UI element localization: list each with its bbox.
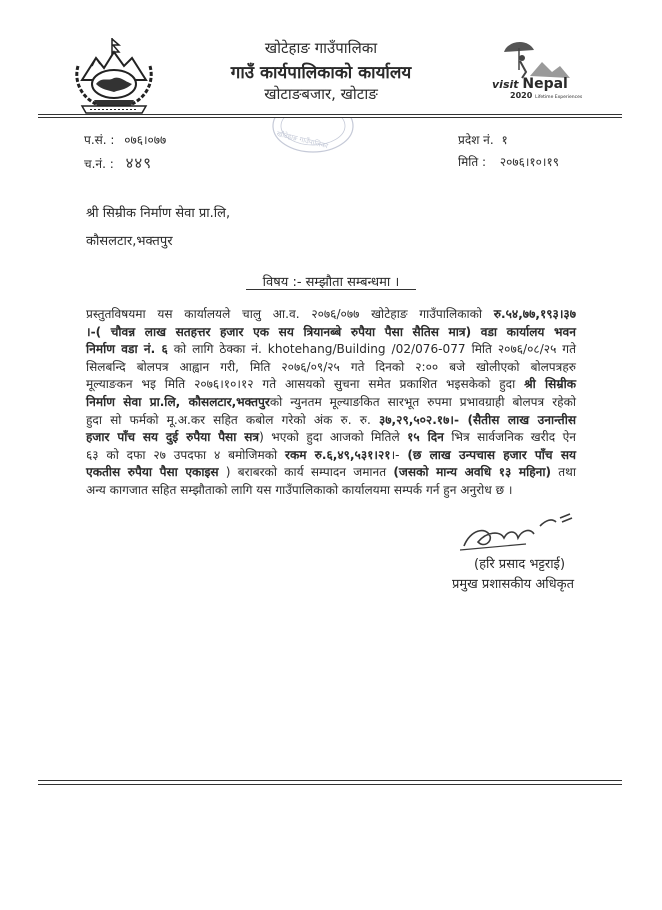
body-line [86,429,576,447]
body-text-segment: ३७,२९,५०२.१७ [378,412,450,427]
body-text-segment: (जसको मान्य अवधि १३ महिना) [393,465,552,480]
body-text-segment: रु.५४,७७,१९३।३७ [493,307,576,321]
body-text-segment: ) भएको हुदा आजको मितिले [259,430,408,445]
body-text-segment: को न्युनतम मूल्याङकित सारभूत रुपमा प्रभावग्राही बोलपत्र रहेको [269,394,577,409]
letter-number [84,131,166,148]
date-label: मिति : [458,155,487,169]
letter-number-value: ०७६।०७७ [124,133,167,147]
dispatch-number [84,153,152,173]
date-value: २०७६।१०।१९ [499,155,559,169]
emblem-icon [72,36,156,114]
body-text-segment: प्रस्तुतविषयमा यस कार्यालयले चालु आ.व. २०७६/०७७ खोटेहाङ गाउँपालिकाको [86,307,494,321]
visit-text: visit [492,78,519,91]
subject-line: विषय :- सम्झौता सम्बन्धमा । [262,275,400,290]
body-text-segment: सिलबन्दि बोलपत्र आह्वान गरी, मिति २०७६/०९/२५ गते दिनको २:०० बजे खोलीएको बोलपत्रहरु [86,359,576,374]
body-line [86,447,576,465]
body-text-segment: ।- (सैतीस लाख उनान्तीस [449,412,576,427]
office-address: खोटाङबजार, खोटाङ [264,85,378,103]
body-text-segment: ) बराबरको कार्य सम्पादन जमानत [218,465,394,480]
date [458,153,559,170]
body-text-segment: मूल्याङकन भइ मिति २०७६।१०।१२ गते आसयको सुचना समेत प्रकाशित भइसकेको हुदा [86,377,525,392]
letter-number-label: प.सं. : [84,133,115,147]
footer-rule-bottom [38,784,622,785]
year-text: 2020 [510,91,533,100]
body-text-segment: निर्माण वडा नं. ६ [86,342,168,357]
tagline-text: Lifetime Experiences [535,95,583,100]
body-line [86,482,576,500]
body-text-segment: ।- [390,447,408,462]
dispatch-number-value: ४४९ [125,154,153,172]
body-text-segment: अन्य कागजात सहित सम्झौताको लागि यस गाउँपालिकाको कार्यालयमा सम्पर्क गर्न हुन अनुरोध छ । [86,482,513,497]
province [458,131,508,148]
body-line [86,359,576,377]
body-text-segment: श्री सिम्रीक [524,377,576,392]
handwritten-signature [456,508,576,552]
municipality-name: खोटेहाङ गाउँपालिका [264,39,378,57]
body-text-segment: रकम रु.६,४९,५३१।२१ [285,447,391,462]
body-text-segment: हुदा सो फर्मको मू.अ.कर सहित कबोल गरेको अंक रु. रु. [86,412,379,427]
header-rule-top [38,114,622,115]
recipient-name: श्री सिम्रीक निर्माण सेवा प्रा.लि, [86,206,231,221]
body-line [86,394,576,412]
province-label: प्रदेश नं. [458,133,494,147]
body-text-segment: एकतीस रुपैया पैसा एकाइस [86,465,219,480]
signatory-name: (हरि प्रसाद भट्टराई) [474,557,566,572]
seal-text: खोटेहाङ गाउँपालिका [275,129,329,151]
body-line [86,306,576,324]
body-text-segment: ६३ को दफा २७ उपदफा ४ बमोजिमको [86,447,285,462]
dispatch-number-label: च.नं. : [84,157,114,171]
recipient-address: कौसलटार,भक्तपुर [86,234,173,249]
nepal-text: Nepal [522,76,568,92]
body-text-segment: को लागि ठेक्का नं. khotehang/Building /02/076-077 मिति २०७६/०८/२५ गते [167,342,576,357]
body-line [86,341,576,359]
footer-rule-top [38,780,622,781]
visit-nepal-logo [486,36,583,104]
body-line [86,324,576,342]
province-value: १ [501,133,508,147]
office-name: गाउँ कार्यपालिकाको कार्यालय [230,63,412,83]
signatory-title: प्रमुख प्रशासकीय अधिकृत [452,577,575,592]
body-line [86,376,576,394]
office-seal-stamp [270,118,356,160]
body-text-segment: निर्माण सेवा प्रा.लि, कौसलटार,भक्तपुर [86,394,270,409]
body-line [86,412,576,430]
body-text-segment: (छ लाख उन्पचास हजार पाँच सय [407,447,577,462]
body-text-segment: १५ दिन [407,430,444,445]
body-text-segment: तथा [551,465,576,480]
letter-body [86,306,576,500]
body-text-segment: ।-( चौवन्न लाख सतहत्तर हजार एक सय त्रियानब्बे रुपैया पैसा सैतिस मात्र) वडा कार्यालय भवन [86,324,576,339]
body-text-segment: भित्र सार्वजनिक खरीद ऐन [443,430,577,445]
body-text-segment: हजार पाँच सय दुई रुपैया पैसा सत्र [86,430,260,445]
body-line [86,464,576,482]
subject-underline [246,289,416,290]
